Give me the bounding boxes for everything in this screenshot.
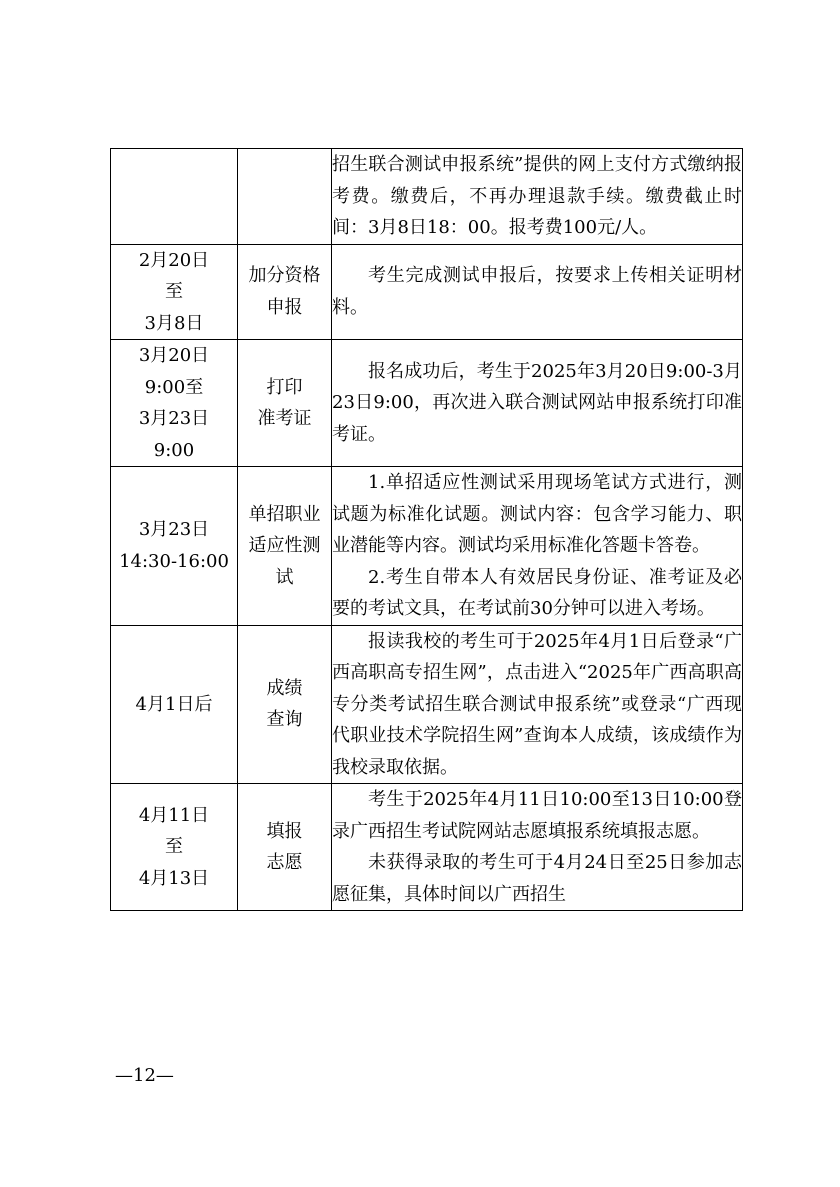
date-line: 至 — [165, 836, 183, 858]
date-line: 4月13日 — [138, 867, 210, 889]
table-row — [111, 467, 743, 626]
date-cell — [111, 149, 238, 245]
table-row — [111, 244, 743, 340]
item-cell — [238, 467, 332, 626]
schedule-table — [110, 148, 743, 911]
description-paragraph: 报读我校的考生可于2025年4月1日后登录“广西高职高专招生网”，点击进入“2025年广西高职高专分类考试招生联合测试申报系统”或登录“广西现代职业技术学院招生网”查询本人成绩，该成绩作为我校录取依据。 — [332, 630, 742, 778]
description-cell — [332, 149, 743, 245]
item-line: 申报 — [266, 296, 303, 318]
item-cell — [238, 340, 332, 467]
item-line: 填报 — [266, 820, 303, 842]
date-line: 3月8日 — [144, 312, 204, 334]
table-row — [111, 340, 743, 467]
item-line: 志愿 — [266, 852, 303, 873]
description-paragraph: 未获得录取的考生可于4月24日至25日参加志愿征集，具体时间以广西招生 — [332, 852, 742, 905]
date-cell — [111, 244, 238, 340]
item-line: 查询 — [266, 709, 303, 731]
description-paragraph: 考生于2025年4月11日10:00至13日10:00登录广西招生考试院网站志愿填报系统填报志愿。 — [332, 789, 742, 842]
schedule-table-body — [111, 149, 743, 911]
item-line: 准考证 — [257, 408, 312, 429]
date-line: 14:30-16:00 — [119, 550, 229, 572]
item-cell — [238, 784, 332, 911]
date-line: 4月11日 — [138, 804, 210, 826]
date-cell — [111, 784, 238, 911]
item-line: 成绩 — [266, 677, 303, 699]
description-cell — [332, 340, 743, 467]
item-cell — [238, 244, 332, 340]
date-line: 4月1日后 — [135, 693, 213, 715]
item-cell — [238, 625, 332, 784]
description-cell — [332, 244, 743, 340]
page-number: —12— — [115, 1065, 174, 1086]
item-cell — [238, 149, 332, 245]
item-line: 试 — [275, 566, 294, 588]
item-line: 适应性测 — [248, 535, 321, 556]
description-paragraph: 1.单招适应性测试采用现场笔试方式进行，测试题为标准化试题。测试内容：包含学习能力、职业潜能等内容。测试均采用标准化答题卡答卷。 — [332, 472, 742, 556]
date-cell — [111, 625, 238, 784]
date-line: 3月20日 — [138, 345, 210, 366]
description-cell — [332, 625, 743, 784]
description-cell — [332, 467, 743, 626]
table-row — [111, 625, 743, 784]
date-line: 9:00至 — [144, 376, 204, 398]
item-line: 打印 — [266, 376, 303, 398]
date-line: 3月23日 — [138, 408, 210, 429]
item-line: 加分资格 — [248, 265, 321, 287]
date-cell — [111, 467, 238, 626]
description-paragraph: 考生完成测试申报后，按要求上传相关证明材料。 — [332, 265, 742, 318]
table-row — [111, 149, 743, 245]
description-paragraph: 2.考生自带本人有效居民身份证、准考证及必要的考试文具，在考试前30分钟可以进入考场。 — [332, 566, 742, 619]
description-cell — [332, 784, 743, 911]
description-paragraph: 招生联合测试申报系统”提供的网上支付方式缴纳报考费。缴费后，不再办理退款手续。缴费截止时间：3月8日18：00。报考费100元/人。 — [332, 154, 742, 238]
date-line: 2月20日 — [138, 249, 210, 271]
date-line: 至 — [165, 281, 183, 302]
table-row — [111, 784, 743, 911]
description-paragraph: 报名成功后，考生于2025年3月20日9:00-3月23日9:00，再次进入联合测试网站申报系统打印准考证。 — [332, 360, 742, 445]
date-line: 9:00 — [153, 439, 195, 461]
item-line: 单招职业 — [248, 503, 321, 525]
date-cell — [111, 340, 238, 467]
date-line: 3月23日 — [138, 519, 210, 541]
